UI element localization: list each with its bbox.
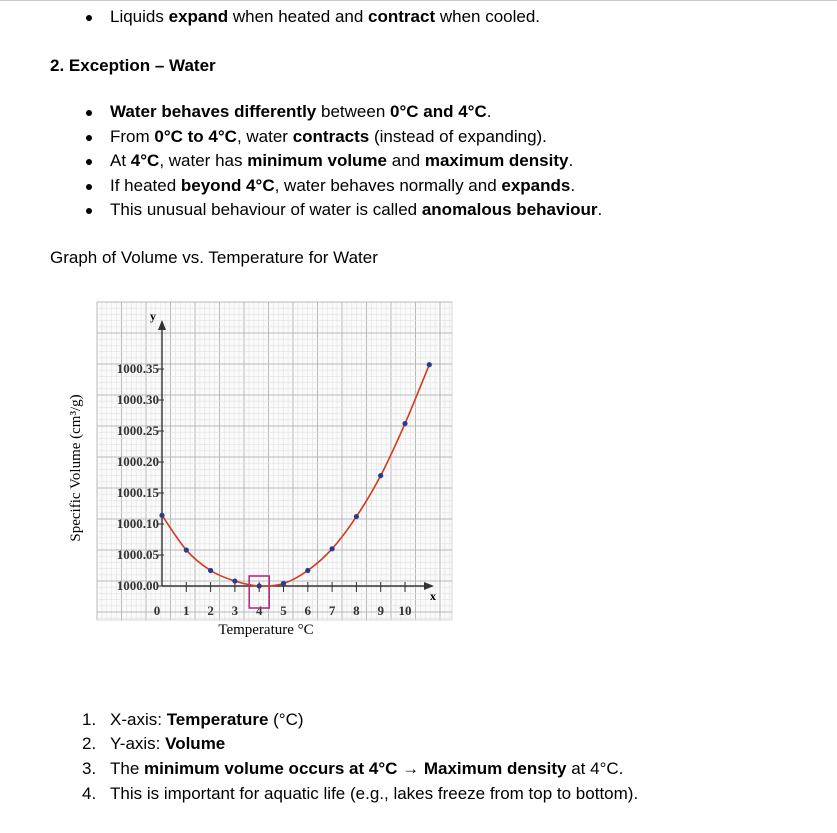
text-run: The [110, 759, 145, 778]
text-run: , water behaves normally and [274, 176, 502, 195]
section-heading: 2. Exception – Water [50, 56, 216, 75]
list-item [110, 759, 623, 779]
data-point [281, 581, 286, 586]
bold-run: Temperature [166, 710, 269, 729]
data-point [378, 473, 383, 478]
y-tick-label: 1000.10 [116, 516, 159, 531]
x-tick-label: 5 [280, 603, 287, 618]
x-tick-label: 1 [183, 603, 190, 618]
graph-caption: Graph of Volume vs. Temperature for Water [50, 248, 378, 267]
list-number: 3. [82, 759, 97, 778]
y-tick-label: 1000.20 [116, 454, 159, 469]
y-tick-label: 1000.25 [116, 423, 159, 438]
text-run: when cooled. [435, 7, 541, 26]
text-run: At [110, 151, 131, 170]
x-tick-label: 2 [207, 603, 214, 618]
y-tick-label: 1000.05 [116, 547, 159, 562]
bold-run: Volume [165, 734, 226, 753]
x-tick-label: 9 [377, 603, 384, 618]
y-axis-label: Specific Volume (cm³/g) [68, 394, 84, 542]
list-item [110, 734, 225, 754]
bold-run: 0°C and 4°C [390, 102, 487, 121]
bold-run: expands [501, 176, 571, 195]
y-tick-label: 1000.30 [116, 392, 159, 407]
x-tick-label: 6 [304, 603, 312, 618]
bold-run: anomalous behaviour [421, 200, 598, 219]
list-number: 2. [82, 734, 97, 753]
text-run: , water [236, 127, 293, 146]
bold-run: 4°C [130, 151, 160, 170]
data-point [402, 421, 407, 426]
data-point [354, 514, 359, 519]
list-item [110, 784, 638, 804]
text-run: From [110, 127, 155, 146]
list-item [110, 710, 304, 730]
bold-run: minimum volume occurs at 4°C → Maximum density [144, 759, 567, 778]
data-point [184, 547, 189, 552]
text-run: when heated and [228, 7, 369, 26]
bold-run: expand [168, 7, 229, 26]
bold-run: contracts [292, 127, 370, 146]
data-point [232, 578, 237, 583]
data-point [330, 546, 335, 551]
data-point [208, 568, 213, 573]
text-run: Liquids [110, 7, 169, 26]
x-axis-letter: x [430, 589, 436, 603]
bold-run: contract [368, 7, 436, 26]
x-tick-label: 7 [328, 603, 336, 618]
y-tick-label: 1000.00 [116, 578, 159, 593]
data-point [427, 362, 432, 367]
x-tick-label: 0 [153, 603, 161, 618]
text-run: . [597, 200, 603, 219]
x-tick-label: 10 [398, 603, 412, 618]
x-axis-label: Temperature °C [218, 622, 314, 638]
data-point [257, 583, 262, 588]
bold-run: Water behaves differently [110, 102, 317, 121]
x-tick-label: 8 [353, 603, 360, 618]
text-run: between [316, 102, 391, 121]
text-run: . [570, 176, 576, 195]
y-tick-label: 1000.15 [116, 485, 159, 500]
text-run: . [486, 102, 492, 121]
text-run: X-axis: [110, 710, 167, 729]
text-run: . [568, 151, 574, 170]
text-run: , water has [159, 151, 248, 170]
text-run: and [387, 151, 425, 170]
y-tick-label: 1000.35 [116, 361, 159, 376]
bold-run: 0°C to 4°C [154, 127, 237, 146]
text-run: Y-axis: [110, 734, 166, 753]
text-run: (instead of expanding). [369, 127, 547, 146]
bold-run: beyond 4°C [180, 176, 275, 195]
text-run: at 4°C. [566, 759, 624, 778]
text-run: This is important for aquatic life (e.g., lakes freeze from top to bottom). [110, 784, 639, 803]
list-number: 1. [82, 710, 97, 729]
y-axis-letter: y [150, 309, 156, 323]
text-run: If heated [110, 176, 181, 195]
x-tick-label: 3 [231, 603, 239, 618]
text-run: (°C) [268, 710, 304, 729]
bold-run: maximum density [424, 151, 569, 170]
list-number: 4. [82, 784, 97, 803]
text-run: This unusual behaviour of water is called [110, 200, 422, 219]
data-point [305, 568, 310, 573]
x-tick-label: 4 [255, 603, 263, 618]
bold-run: minimum volume [247, 151, 388, 170]
data-point [159, 513, 164, 518]
